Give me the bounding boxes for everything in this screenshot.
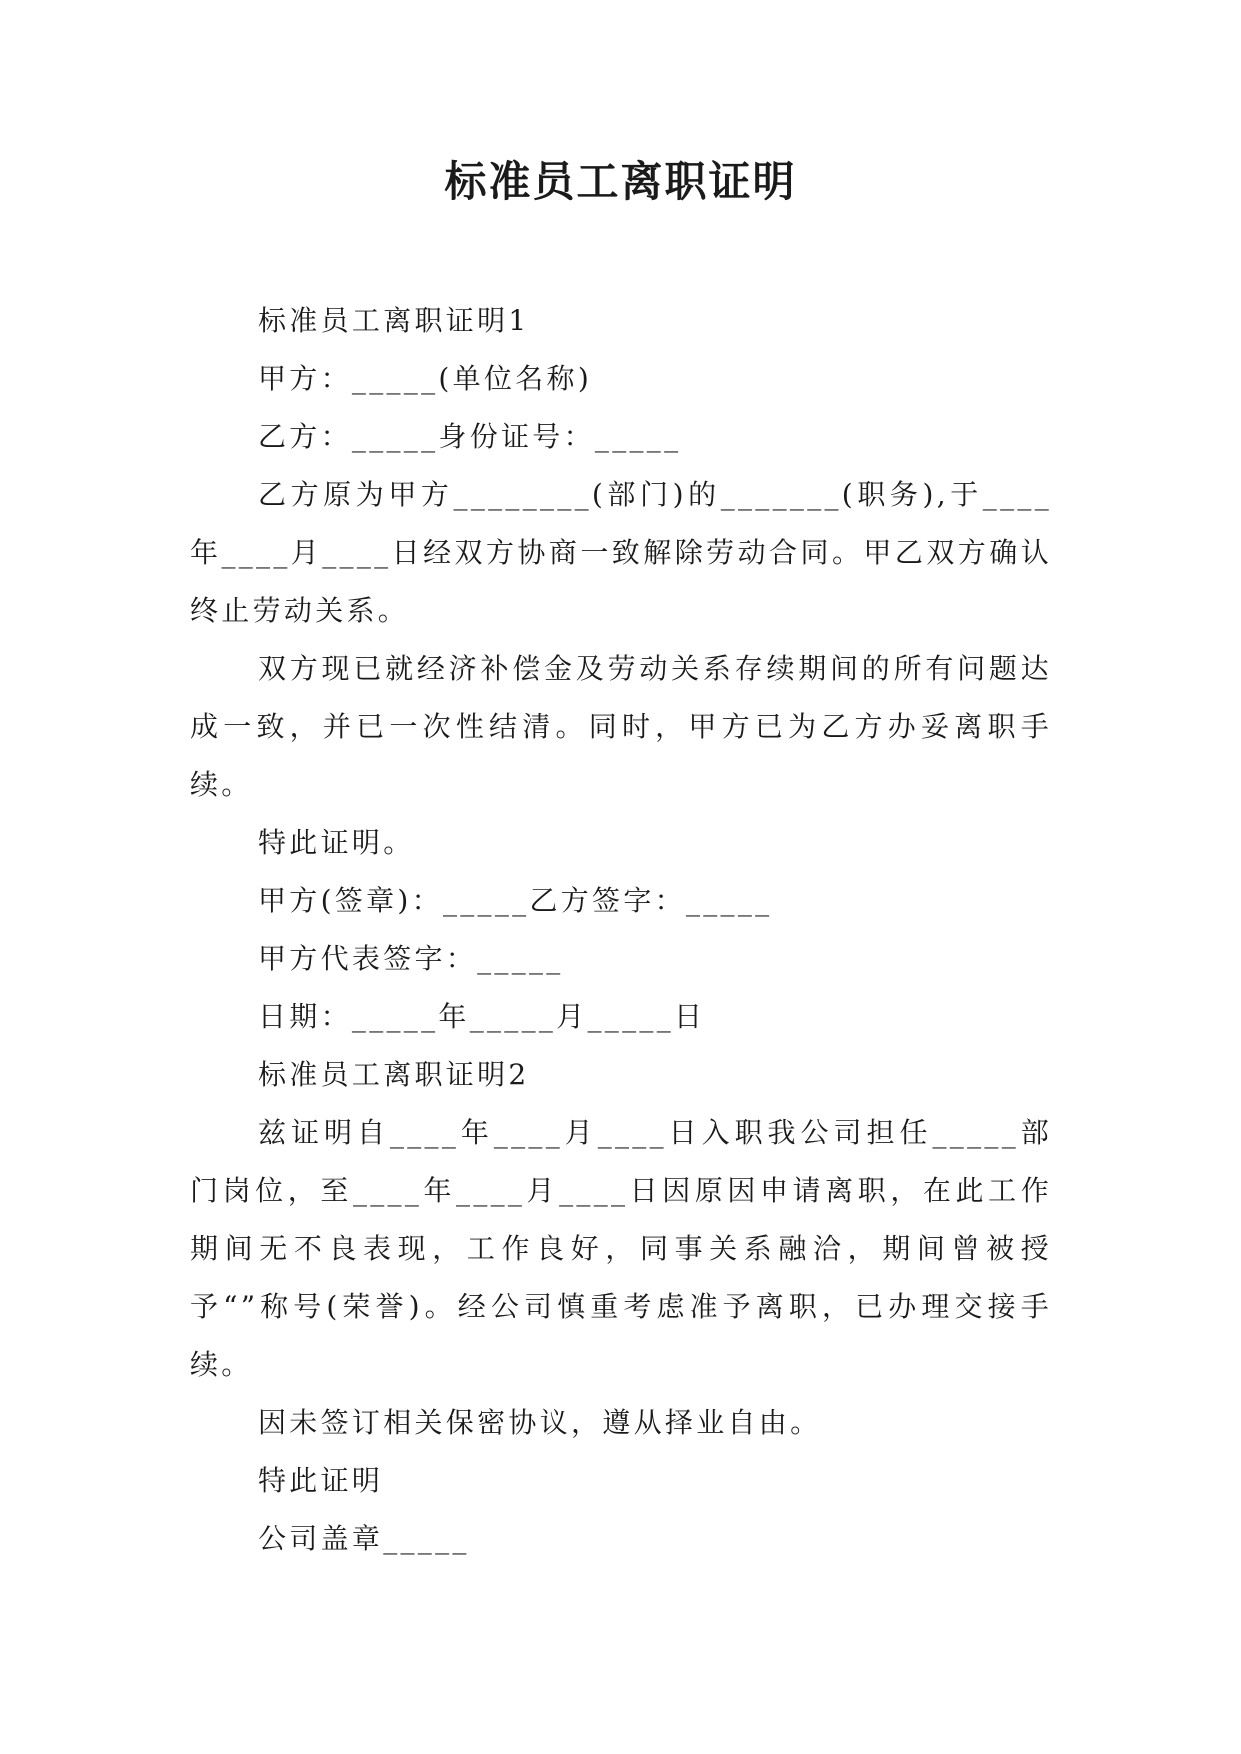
- settlement-paragraph: 双方现已就经济补偿金及劳动关系存续期间的所有问题达成一致，并已一次性结清。同时，甲方已为乙方办妥离职手续。: [190, 652, 1052, 801]
- section-heading-2: 标准员工离职证明2: [258, 1058, 530, 1091]
- representative-signature-line: 甲方代表签字：_____: [258, 942, 564, 975]
- date-line: 日期：_____年_____月_____日: [258, 1000, 706, 1033]
- signature-line: 甲方(签章)：_____乙方签字：_____: [258, 884, 773, 917]
- confidentiality-paragraph: 因未签订相关保密协议，遵从择业自由。: [258, 1406, 822, 1439]
- section-heading-1: 标准员工离职证明1: [258, 304, 530, 337]
- party-b-line: 乙方：_____身份证号：_____: [258, 420, 682, 453]
- certification-line: 特此证明。: [258, 826, 415, 859]
- document-body: [190, 292, 1052, 1568]
- document-title: 标准员工离职证明: [444, 157, 797, 206]
- termination-paragraph: 乙方原为甲方________(部门)的_______(职务),于____年____月____日经双方协商一致解除劳动合同。甲乙双方确认终止劳动关系。: [190, 478, 1052, 627]
- employment-proof-paragraph: 兹证明自____年____月____日入职我公司担任_____部门岗位，至____年____月____日因原因申请离职，在此工作期间无不良表现，工作良好，同事关系融洽，期间曾被授予“”称号(荣誉)。经公司慎重考虑准予离职，已办理交接手续。: [190, 1116, 1052, 1381]
- certification-line-2: 特此证明: [258, 1464, 384, 1497]
- company-seal-line: 公司盖章_____: [258, 1522, 470, 1555]
- party-a-line: 甲方：_____(单位名称): [258, 362, 593, 395]
